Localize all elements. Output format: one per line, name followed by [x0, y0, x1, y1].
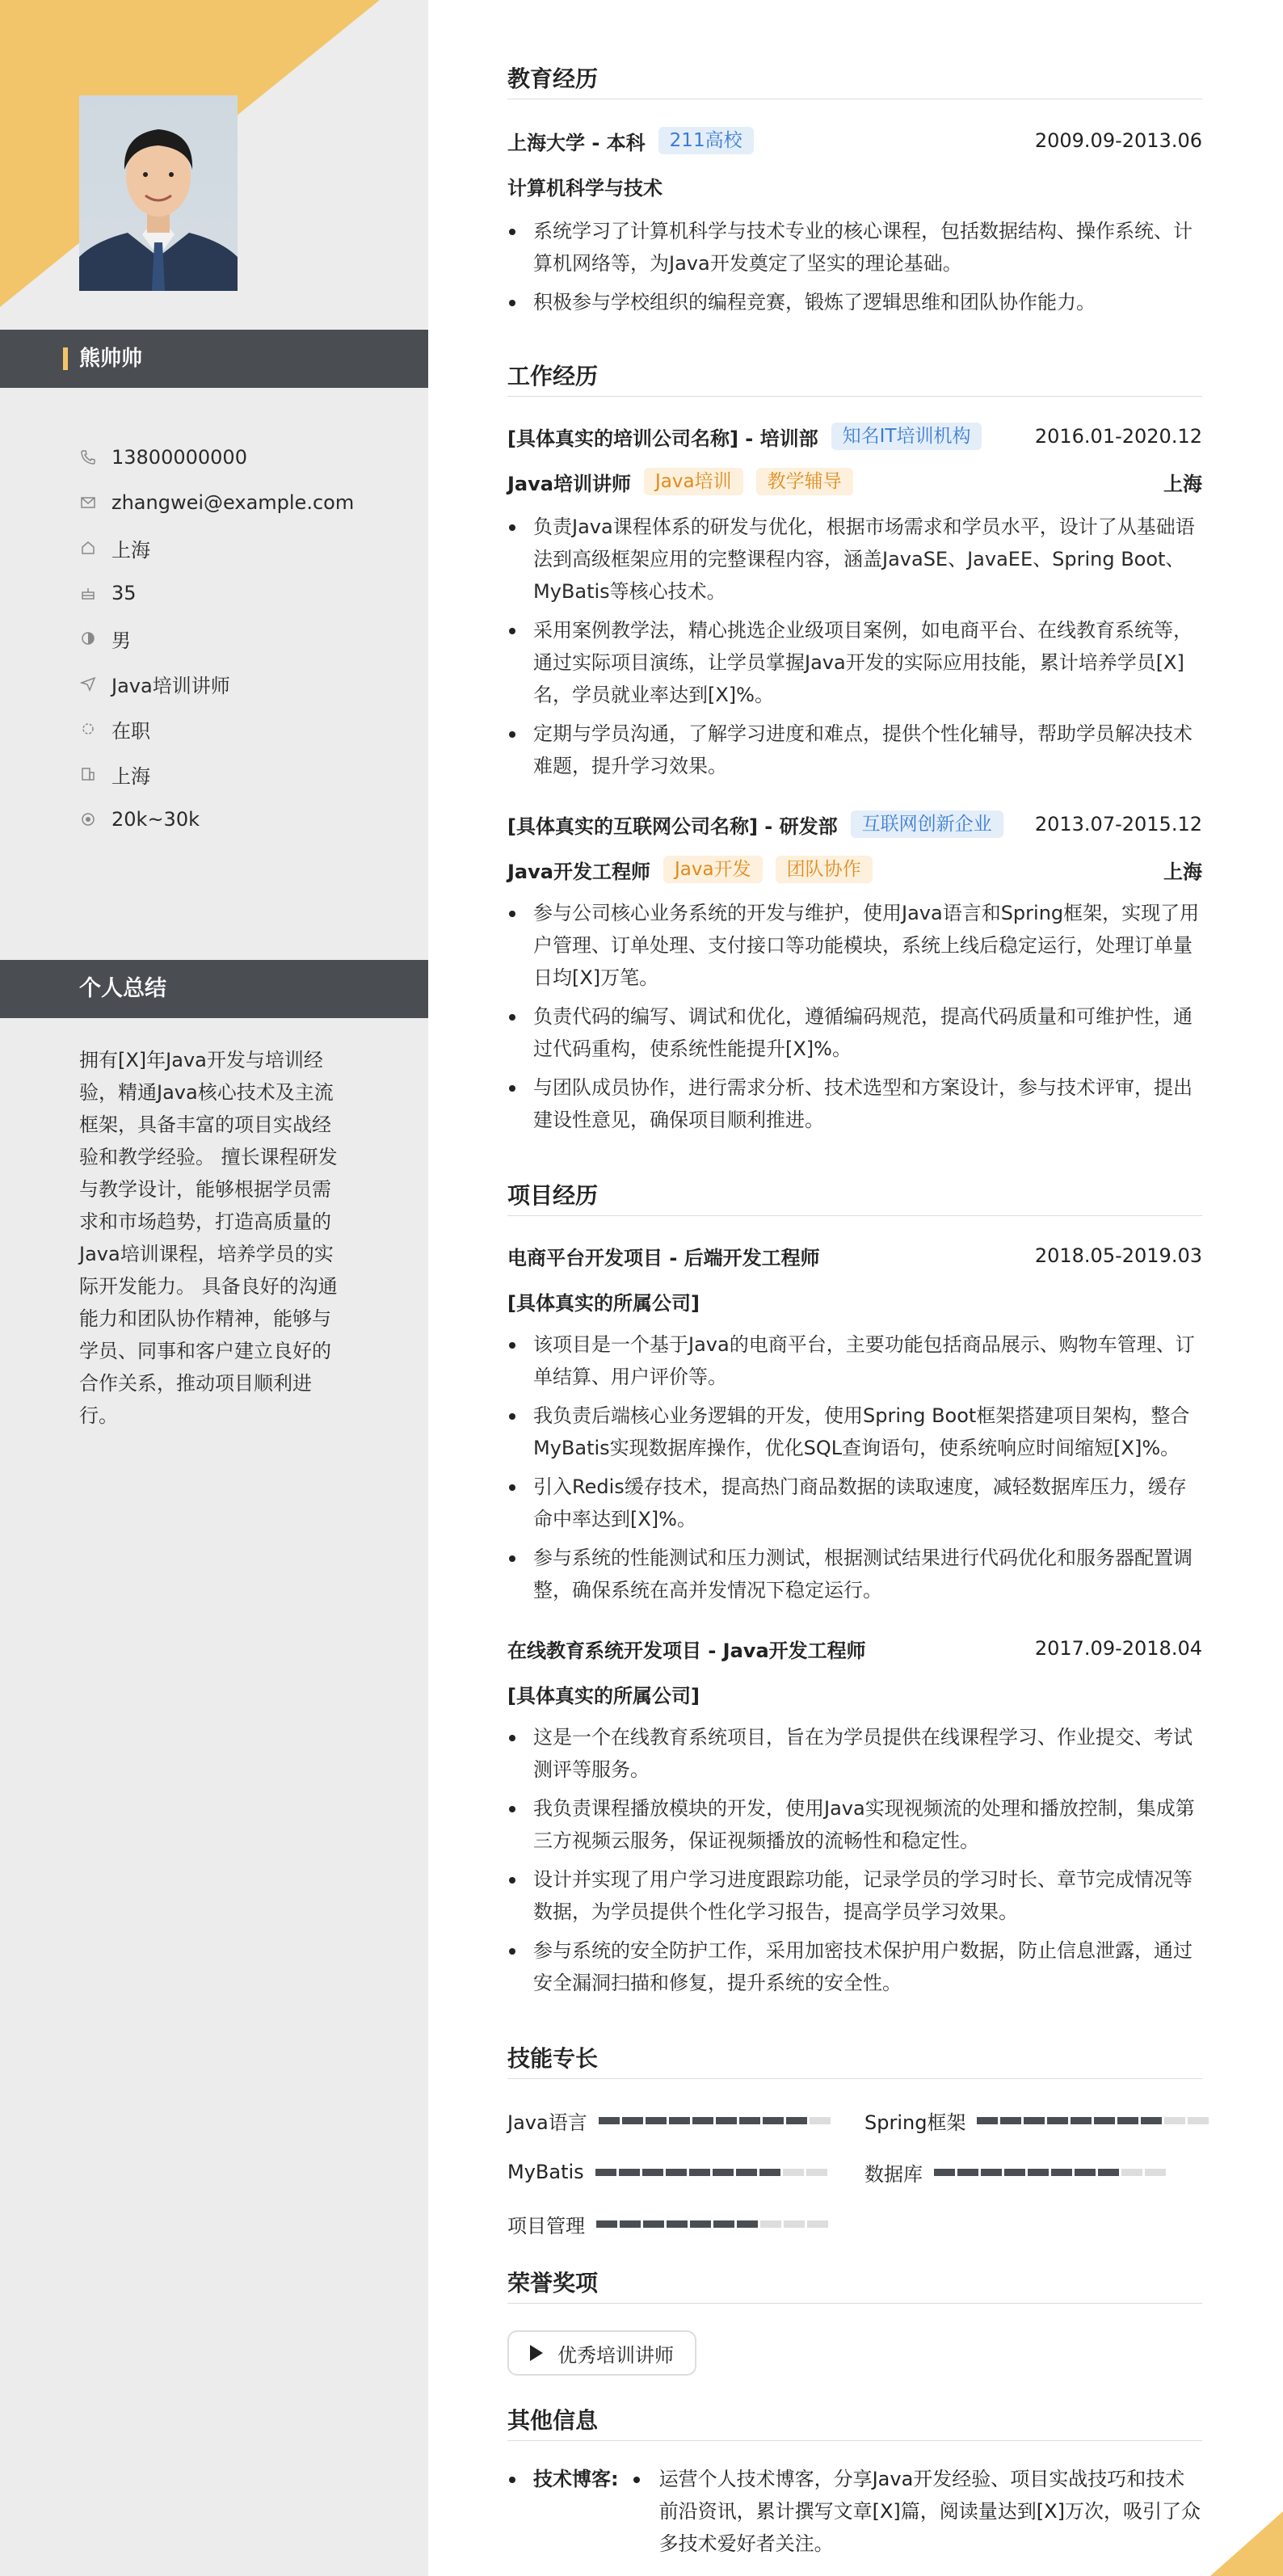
list-item: 积极参与学校组织的编程竞赛，锻炼了逻辑思维和团队协作能力。 [507, 286, 1202, 318]
company-name: [具体真实的互联网公司名称] - 研发部 [507, 814, 838, 838]
skill-bar [599, 2117, 831, 2124]
education-title: 教育经历 [507, 65, 599, 92]
section-divider [507, 2303, 1202, 2304]
skill-segment [934, 2169, 955, 2176]
play-icon [530, 2345, 543, 2361]
skill-segment [957, 2169, 978, 2176]
skill-item [507, 2156, 827, 2188]
project-company-row [507, 1677, 1202, 1710]
job-bullets [507, 511, 1202, 789]
contact-salary: 20k~30k [79, 797, 402, 842]
section-divider [507, 2440, 1202, 2441]
skill-name: Java语言 [507, 2111, 587, 2134]
skills-title: 技能专长 [507, 2045, 599, 2072]
skill-segment [622, 2117, 643, 2124]
list-item: 我负责后端核心业务逻辑的开发，使用Spring Boot框架搭建项目架构，整合MyBatis实现数据库操作，优化SQL查询语句，使系统响应时间缩短[X]%。 [507, 1400, 1202, 1464]
skill-name: MyBatis [507, 2161, 584, 2183]
major: 计算机科学与技术 [507, 176, 663, 200]
name-accent [63, 347, 68, 370]
skill-segment [1164, 2117, 1185, 2124]
skill-segment [667, 2220, 688, 2228]
bullet-dot [509, 2477, 515, 2483]
section-divider [507, 396, 1202, 397]
skill-segment [1004, 2169, 1025, 2176]
list-item: 这是一个在线教育系统项目，旨在为学员提供在线课程学习、作业提交、考试测评等服务。 [507, 1721, 1202, 1786]
company-tag: 知名IT培训机构 [831, 423, 982, 450]
sidebar [0, 0, 428, 2576]
skill-segment [1047, 2117, 1068, 2124]
cake-icon [79, 584, 97, 602]
project-date: 2018.05-2019.03 [1034, 1244, 1202, 1267]
list-item: 参与系统的安全防护工作，采用加密技术保护用户数据，防止信息泄露，通过安全漏洞扫描和修复，提升系统的安全性。 [507, 1934, 1202, 1999]
project-name: 电商平台开发项目 - 后端开发工程师 [507, 1246, 820, 1269]
school-tag: 211高校 [658, 127, 754, 154]
other-text: 运营个人技术博客，分享Java开发经验、项目实战技巧和技术前沿资讯，累计撰写文章[X]篇，阅读量达到[X]万次，吸引了众多技术爱好者关注。 [658, 2468, 1201, 2555]
skill-segment [981, 2169, 1002, 2176]
skill-segment [716, 2117, 737, 2124]
job-role: Java开发工程师 [507, 860, 650, 883]
skill-name: 数据库 [864, 2162, 923, 2186]
summary-text: 拥有[X]年Java开发与培训经验，精通Java核心技术及主流框架，具备丰富的项目实战经验和教学经验。 擅长课程研发与教学设计，能够根据学员需求和市场趋势，打造高质量的Java培训课程，培养学员的实际开发能力。 具备良好的沟通能力和团队协作精神，能够与学员、同事和客户建立良好的合作关系，推动项目顺利进行。 [79, 1049, 338, 1427]
job-bullets [507, 897, 1202, 1143]
other-label: 技术博客: [533, 2468, 619, 2490]
skill-bar [596, 2220, 828, 2228]
salary-icon [79, 810, 97, 828]
contact-position: Java培训讲师 [79, 661, 402, 706]
project-header [507, 1632, 1202, 1665]
list-item: 采用案例教学法，精心挑选企业级项目案例，如电商平台、在线教育系统等，通过实际项目演练，让学员掌握Java开发的实际应用技能，累计培养学员[X]名，学员就业率达到[X]%。 [507, 614, 1202, 711]
skill-segment [599, 2117, 620, 2124]
phone-icon [79, 448, 97, 466]
section-divider [507, 1215, 1202, 1216]
role-tag: 团队协作 [776, 856, 873, 883]
skill-segment [807, 2220, 828, 2228]
skill-segment [784, 2220, 805, 2228]
mail-icon [79, 494, 97, 511]
skill-segment [1071, 2117, 1092, 2124]
project-company-row [507, 1285, 1202, 1317]
list-item: 参与公司核心业务系统的开发与维护，使用Java语言和Spring框架，实现了用户管理、订单处理、支付接口等功能模块，系统上线后稳定运行，处理订单量日均[X]万笔。 [507, 897, 1202, 994]
school-name: 上海大学 - 本科 [507, 131, 646, 154]
contact-list [79, 435, 402, 842]
skill-segment [1188, 2117, 1209, 2124]
skill-segment [666, 2169, 687, 2176]
role-tag: Java培训 [644, 468, 743, 495]
skill-item [864, 2104, 1209, 2136]
send-icon [79, 675, 97, 692]
skill-segment [1051, 2169, 1072, 2176]
skill-segment [1028, 2169, 1049, 2176]
skill-name: 项目管理 [507, 2214, 585, 2237]
home-icon [79, 539, 97, 557]
list-item: 引入Redis缓存技术，提高热门商品数据的读取速度，减轻数据库压力，缓存命中率达到[X]%。 [507, 1471, 1202, 1535]
avatar [79, 95, 238, 291]
skill-segment [763, 2117, 784, 2124]
bullet-dot [633, 2477, 640, 2483]
skill-segment [689, 2169, 710, 2176]
other-item [507, 2463, 1202, 2560]
other-info [507, 2463, 1202, 2560]
skill-segment [739, 2117, 760, 2124]
honors-title: 荣誉奖项 [507, 2270, 599, 2296]
company-tag: 互联网创新企业 [851, 810, 1003, 838]
list-item: 定期与学员沟通，了解学习进度和难点，提供个性化辅导，帮助学员解决技术难题，提升学习效果。 [507, 718, 1202, 782]
job-city: 上海 [1163, 472, 1202, 495]
project-bullets [507, 1328, 1202, 1613]
skill-segment [690, 2220, 711, 2228]
building-icon [79, 765, 97, 783]
contact-city: 上海 [79, 751, 402, 797]
job-role: Java培训讲师 [507, 472, 631, 495]
summary-header [0, 960, 428, 1018]
skill-segment [1094, 2117, 1115, 2124]
role-tag: Java开发 [663, 856, 763, 883]
skill-item [507, 2104, 831, 2136]
skill-segment [642, 2169, 663, 2176]
skill-segment [692, 2117, 713, 2124]
skill-segment [713, 2169, 734, 2176]
summary-title: 个人总结 [79, 976, 166, 1001]
skill-segment [646, 2117, 667, 2124]
list-item: 我负责课程播放模块的开发，使用Java实现视频流的处理和播放控制，集成第三方视频云服务，保证视频播放的流畅性和稳定性。 [507, 1792, 1202, 1857]
skill-bar [595, 2169, 827, 2176]
list-item: 参与系统的性能测试和压力测试，根据测试结果进行代码优化和服务器配置调整，确保系统在高并发情况下稳定运行。 [507, 1542, 1202, 1606]
job-role-row [507, 853, 1202, 886]
skill-segment [643, 2220, 664, 2228]
skill-segment [760, 2220, 781, 2228]
contact-age: 35 [79, 570, 402, 616]
projects-title: 项目经历 [507, 1182, 599, 1209]
skill-segment [1075, 2169, 1096, 2176]
list-item: 设计并实现了用户学习进度跟踪功能，记录学员的学习时长、章节完成情况等数据，为学员提供个性化学习报告，提高学员学习效果。 [507, 1863, 1202, 1928]
education-header [507, 124, 1202, 157]
skill-segment [1117, 2117, 1138, 2124]
award-chip [507, 2330, 696, 2376]
contact-email: zhangwei@example.com [79, 480, 402, 525]
skill-segment [806, 2169, 827, 2176]
skill-segment [1121, 2169, 1142, 2176]
project-company: [具体真实的所属公司] [507, 1291, 700, 1315]
job-role-row [507, 465, 1202, 498]
list-item: 与团队成员协作，进行需求分析、技术选型和方案设计，参与技术评审，提出建设性意见，确保项目顺利推进。 [507, 1071, 1202, 1136]
skill-segment [786, 2117, 807, 2124]
project-name: 在线教育系统开发项目 - Java开发工程师 [507, 1639, 866, 1662]
skill-segment [736, 2169, 757, 2176]
contact-location: 上海 [79, 525, 402, 570]
work-title: 工作经历 [507, 363, 599, 389]
skill-segment [620, 2220, 641, 2228]
name-bar [0, 330, 428, 388]
skill-segment [1098, 2169, 1119, 2176]
skill-name: Spring框架 [864, 2111, 966, 2134]
education-major-row [507, 170, 1202, 202]
skill-segment [619, 2169, 640, 2176]
project-header [507, 1240, 1202, 1272]
project-date: 2017.09-2018.04 [1034, 1637, 1202, 1660]
list-item: 该项目是一个基于Java的电商平台，主要功能包括商品展示、购物车管理、订单结算、用户评价等。 [507, 1328, 1202, 1393]
list-item: 系统学习了计算机科学与技术专业的核心课程，包括数据结构、操作系统、计算机网络等，为Java开发奠定了坚实的理论基础。 [507, 215, 1202, 280]
candidate-name: 熊帅帅 [79, 347, 143, 371]
status-icon [79, 720, 97, 738]
contact-gender: 男 [79, 616, 402, 661]
skill-segment [595, 2169, 616, 2176]
skill-item [507, 2208, 828, 2240]
job-header [507, 420, 1202, 452]
skill-segment [713, 2220, 734, 2228]
skill-item [864, 2156, 1166, 2188]
list-item: 负责代码的编写、调试和优化，遵循编码规范，提高代码质量和可维护性，通过代码重构，使系统性能提升[X]%。 [507, 1000, 1202, 1065]
award-name: 优秀培训讲师 [557, 2343, 674, 2367]
skill-segment [669, 2117, 690, 2124]
skill-segment [977, 2117, 998, 2124]
other-title: 其他信息 [507, 2407, 599, 2434]
decorative-corner [1210, 2511, 1283, 2576]
gender-icon [79, 629, 97, 647]
role-tag: 教学辅导 [756, 468, 853, 495]
skill-segment [1145, 2169, 1166, 2176]
education-date: 2009.09-2013.06 [1034, 129, 1202, 152]
skill-segment [1141, 2117, 1162, 2124]
section-divider [507, 2078, 1202, 2079]
skill-segment [783, 2169, 804, 2176]
skill-bar [977, 2117, 1209, 2124]
project-bullets [507, 1721, 1202, 2006]
skill-segment [1024, 2117, 1045, 2124]
skill-segment [1000, 2117, 1021, 2124]
education-bullets [507, 215, 1202, 325]
contact-status: 在职 [79, 706, 402, 751]
skill-segment [759, 2169, 780, 2176]
skill-bar [934, 2169, 1166, 2176]
skill-segment [810, 2117, 831, 2124]
project-company: [具体真实的所属公司] [507, 1684, 700, 1707]
job-city: 上海 [1163, 860, 1202, 883]
skill-segment [596, 2220, 617, 2228]
job-date: 2013.07-2015.12 [1034, 813, 1202, 836]
skill-segment [737, 2220, 758, 2228]
contact-phone: 13800000000 [79, 435, 402, 480]
company-name: [具体真实的培训公司名称] - 培训部 [507, 427, 818, 450]
job-date: 2016.01-2020.12 [1034, 425, 1202, 448]
job-header [507, 808, 1202, 840]
list-item: 负责Java课程体系的研发与优化，根据市场需求和学员水平，设计了从基础语法到高级框架应用的完整课程内容，涵盖JavaSE、JavaEE、Spring Boot、MyBatis等核心技术。 [507, 511, 1202, 608]
